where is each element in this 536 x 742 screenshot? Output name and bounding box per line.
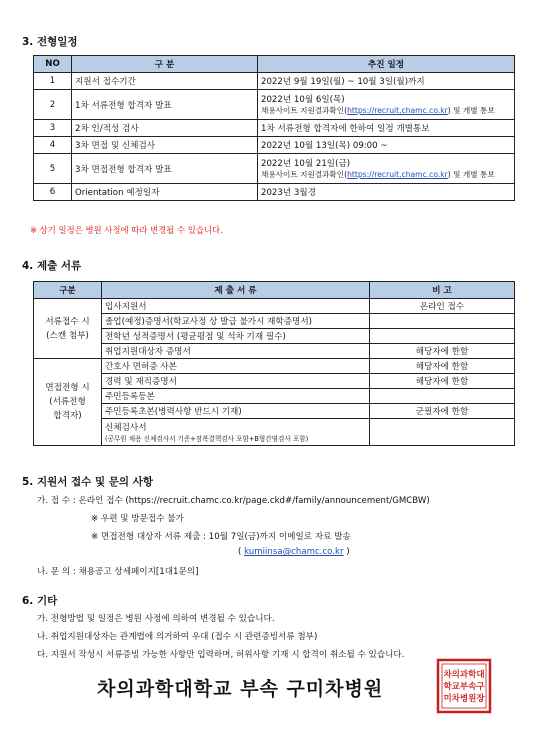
table-row — [34, 404, 515, 419]
schedule-line: 2022년 10월 6일(목) — [261, 95, 345, 105]
header-no: NO — [34, 56, 72, 73]
email-link[interactable]: kumiinsa@chamc.co.kr — [244, 547, 344, 557]
row-schedule — [258, 90, 515, 120]
category-line: 합격자) — [53, 411, 82, 421]
document-remark — [370, 419, 515, 446]
schedule-text: 채용사이트 지원결과확인( — [261, 170, 348, 179]
etc-item: 가. 전형방법 및 일정은 병원 사정에 의하여 변경될 수 있습니다. — [37, 614, 275, 624]
health-doc-label: 신체검사서 — [105, 423, 147, 433]
schedule-note: ※ 상기 일정은 병원 사정에 따라 변경될 수 있습니다. — [30, 225, 223, 235]
schedule-text: ) 및 개별 통보 — [447, 106, 495, 115]
document-remark — [370, 389, 515, 404]
table-row — [34, 419, 515, 446]
table-row — [34, 389, 515, 404]
document-name: 주민등록초본(병력사항 반드시 기재) — [102, 404, 370, 419]
document-name: 입사지원서 — [102, 299, 370, 314]
section-3-title: 3. 전형일정 — [22, 36, 78, 48]
schedule-table — [33, 55, 515, 201]
category-interview — [34, 359, 102, 446]
table-row — [34, 154, 515, 184]
official-seal-icon — [436, 658, 492, 714]
document-remark — [370, 314, 515, 329]
row-item: 지원서 접수기간 — [72, 73, 258, 90]
category-line: 면접전형 시 — [45, 383, 90, 393]
table-row — [34, 73, 515, 90]
header-remarks: 비 고 — [370, 282, 515, 299]
table-row — [34, 184, 515, 201]
section-6-title: 6. 기타 — [22, 595, 58, 607]
no-mail-note: ※ 우편 및 방문접수 불가 — [91, 514, 184, 524]
document-name — [102, 419, 370, 446]
schedule-line: 2022년 10월 21일(금) — [261, 159, 351, 169]
schedule-text: ) 및 개별 통보 — [447, 170, 495, 179]
document-remark: 해당자에 한함 — [370, 344, 515, 359]
table-row — [34, 329, 515, 344]
row-item: 3차 면접전형 합격자 발표 — [72, 154, 258, 184]
row-schedule: 2022년 10월 13일(목) 09:00 ~ — [258, 137, 515, 154]
document-name: 전학년 성적증명서 (평균평점 및 석차 기재 필수) — [102, 329, 370, 344]
row-item: 3차 면접 및 신체검사 — [72, 137, 258, 154]
table-row — [34, 359, 515, 374]
header-schedule: 추진 일정 — [258, 56, 515, 73]
email-line — [238, 547, 350, 557]
inquiry-line: 나. 문 의 : 채용공고 상세페이지[1대1문의] — [37, 567, 199, 577]
document-name: 경력 및 재직증명서 — [102, 374, 370, 389]
document-remark: 해당자에 한함 — [370, 374, 515, 389]
table-row — [34, 120, 515, 137]
recruit-link[interactable]: https://recruit.chamc.co.kr — [347, 106, 448, 115]
header-category: 구분 — [34, 282, 102, 299]
row-schedule: 1차 서류전형 합격자에 한하여 일정 개별통보 — [258, 120, 515, 137]
section-4-title: 4. 제출 서류 — [22, 260, 82, 272]
row-no: 3 — [34, 120, 72, 137]
row-no: 5 — [34, 154, 72, 184]
category-line: 서류접수 시 — [45, 316, 90, 327]
row-schedule: 2022년 9월 19일(월) ~ 10월 3일(월)까지 — [258, 73, 515, 90]
row-no: 4 — [34, 137, 72, 154]
header-item: 구 분 — [72, 56, 258, 73]
document-remark: 해당자에 한함 — [370, 359, 515, 374]
document-name: 졸업(예정)증명서(학교사정 상 발급 불가시 재학증명서) — [102, 314, 370, 329]
apply-online-line: 가. 접 수 : 온라인 접수 (https://recruit.chamc.co.kr/page.ckd#/family/announcement/GMCBW) — [37, 496, 430, 506]
table-row — [34, 314, 515, 329]
email-paren: ) — [346, 547, 350, 557]
row-item: 1차 서류전형 합격자 발표 — [72, 90, 258, 120]
document-name: 간호사 면허증 사본 — [102, 359, 370, 374]
documents-table — [33, 281, 515, 446]
recruit-link[interactable]: https://recruit.chamc.co.kr — [347, 170, 448, 179]
etc-item: 다. 지원서 작성시 서류증빙 가능한 사항만 입력하며, 허위사항 기재 시 합격이 취소될 수 있습니다. — [37, 650, 405, 660]
etc-item: 나. 취업지원대상자는 관계법에 의거하여 우대 (접수 시 관련증빙서류 첨부) — [37, 632, 318, 642]
table-row — [34, 374, 515, 389]
row-no: 1 — [34, 73, 72, 90]
header-documents: 제 출 서 류 — [102, 282, 370, 299]
section-5-title: 5. 지원서 접수 및 문의 사항 — [22, 476, 154, 488]
schedule-header-row — [34, 56, 515, 73]
seal-text: 차의과학대 — [443, 670, 485, 680]
category-line: (서류전형 — [49, 397, 86, 407]
health-doc-detail: (공무원 채용 신체검사서 기준+잠복결핵검사 포함+B형간염검사 포함) — [105, 435, 309, 443]
row-no: 2 — [34, 90, 72, 120]
schedule-line — [261, 169, 511, 180]
schedule-line — [261, 105, 511, 116]
seal-text: 미차병원장 — [443, 694, 485, 704]
row-schedule — [258, 154, 515, 184]
row-no: 6 — [34, 184, 72, 201]
hospital-name: 차의과학대학교 부속 구미차병원 — [97, 678, 384, 700]
documents-header-row — [34, 282, 515, 299]
document-name: 주민등록등본 — [102, 389, 370, 404]
email-paren: ( — [238, 547, 242, 557]
table-row — [34, 90, 515, 120]
interview-docs-note: ※ 면접전형 대상자 서류 제출 : 10월 7일(금)까지 이메일로 자료 발송 — [91, 532, 351, 542]
schedule-text: 채용사이트 지원결과확인( — [261, 106, 348, 115]
table-row — [34, 299, 515, 314]
document-remark: 온라인 접수 — [370, 299, 515, 314]
document-name: 취업지원대상자 증명서 — [102, 344, 370, 359]
category-line: (스캔 첨부) — [46, 330, 89, 341]
row-item: Orientation 예정일자 — [72, 184, 258, 201]
document-remark: 군필자에 한함 — [370, 404, 515, 419]
category-application — [34, 299, 102, 359]
document-remark — [370, 329, 515, 344]
table-row — [34, 137, 515, 154]
seal-text: 학교부속구 — [443, 682, 485, 692]
row-item: 2차 인/적성 검사 — [72, 120, 258, 137]
row-schedule: 2023년 3월경 — [258, 184, 515, 201]
table-row — [34, 344, 515, 359]
